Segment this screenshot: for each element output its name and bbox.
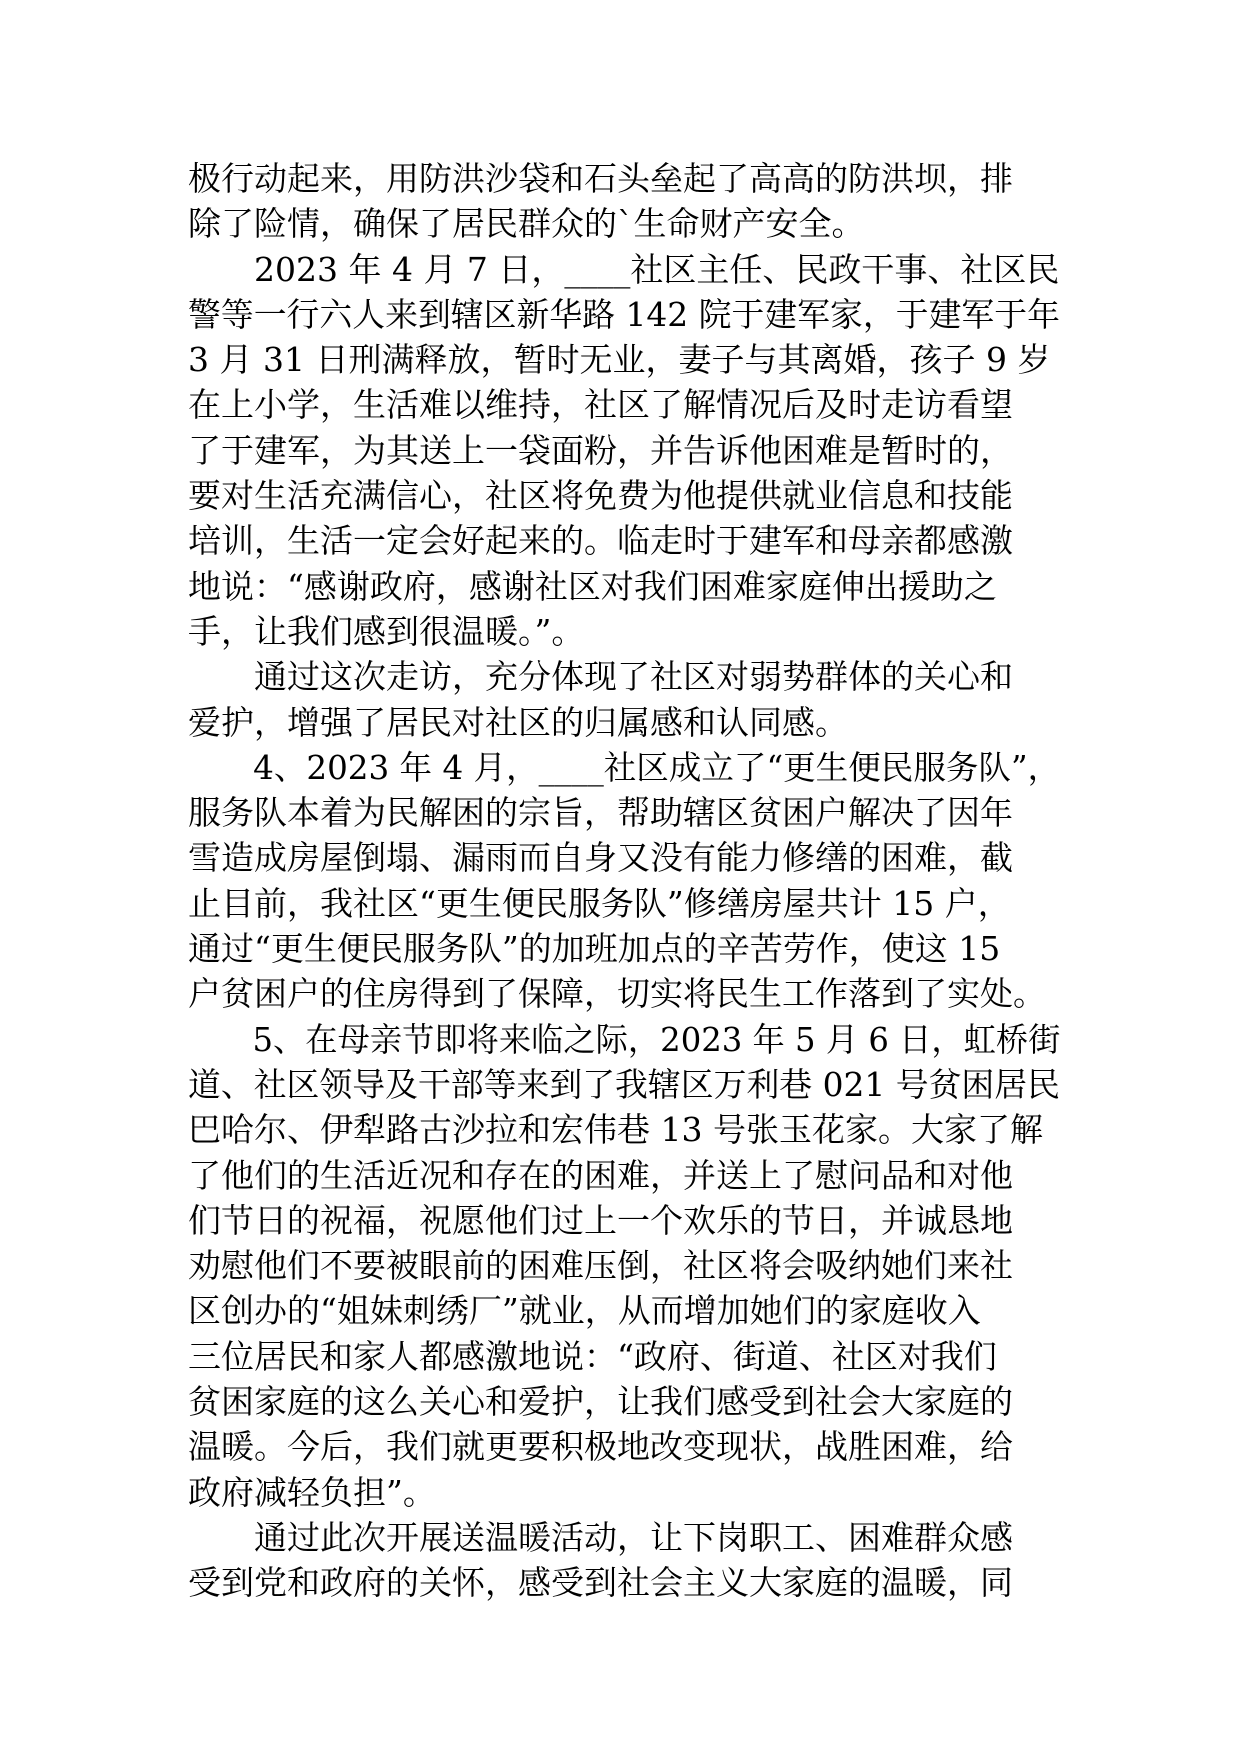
text-line: 要对生活充满信心，社区将免费为他提供就业信息和技能 (188, 476, 1013, 516)
document-body-text (188, 156, 1060, 1606)
text-line: 培训，生活一定会好起来的。临走时于建军和母亲都感激 (188, 521, 1013, 561)
text-line: 通过此次开展送温暖活动，让下岗职工、困难群众感 (188, 1517, 1013, 1557)
text-line: 巴哈尔、伊犁路古沙拉和宏伟巷 13 号张玉花家。大家了解 (188, 1110, 1043, 1150)
text-line: 户贫困户的住房得到了保障，切实将民生工作落到了实处。 (188, 974, 1046, 1014)
text-line: 劝慰他们不要被眼前的困难压倒，社区将会吸纳她们来社 (188, 1246, 1013, 1286)
text-line: 区创办的“姐妹刺绣厂”就业，从而增加她们的家庭收入 (188, 1291, 981, 1331)
text-line: 极行动起来，用防洪沙袋和石头垒起了高高的防洪坝，排 (188, 159, 1013, 198)
text-line: 止目前，我社区“更生便民服务队”修缮房屋共计 15 户， (188, 883, 1011, 923)
text-line: 雪造成房屋倒塌、漏雨而自身又没有能力修缮的困难，截 (188, 838, 1013, 878)
text-line: 服务队本着为民解困的宗旨，帮助辖区贫困户解决了因年 (188, 793, 1013, 833)
text-line: 政府减轻负担”。 (188, 1472, 436, 1512)
text-line: 3 月 31 日刑满释放，暂时无业，妻子与其离婚，孩子 9 岁 (188, 340, 1051, 380)
text-line: 三位居民和家人都感激地说：“政府、街道、社区对我们 (188, 1336, 997, 1376)
text-line: 4、2023 年 4 月，____社区成立了“更生便民服务队”， (188, 747, 1061, 787)
text-line: 了于建军，为其送上一袋面粉，并告诉他困难是暂时的， (188, 430, 1013, 470)
text-line: 2023 年 4 月 7 日，____社区主任、民政干事、社区民 (188, 249, 1060, 289)
text-line: 了他们的生活近况和存在的困难，并送上了慰问品和对他 (188, 1155, 1013, 1195)
text-line: 除了险情，确保了居民群众的`生命财产安全。 (188, 204, 865, 244)
text-line: 温暖。今后，我们就更要积极地改变现状，战胜困难，给 (188, 1427, 1013, 1467)
text-line: 通过“更生便民服务队”的加班加点的辛苦劳作，使这 15 (188, 929, 1001, 969)
text-line: 手，让我们感到很温暖。”。 (188, 611, 585, 651)
text-line: 警等一行六人来到辖区新华路 142 院于建军家，于建军于年 (188, 294, 1060, 334)
text-line: 在上小学，生活难以维持，社区了解情况后及时走访看望 (188, 385, 1013, 425)
text-line: 地说：“感谢政府，感谢社区对我们困难家庭伸出援助之 (188, 566, 997, 606)
text-line: 通过这次走访，充分体现了社区对弱势群体的关心和 (188, 657, 1013, 697)
text-line: 贫困家庭的这么关心和爱护，让我们感受到社会大家庭的 (188, 1382, 1013, 1422)
text-line: 5、在母亲节即将来临之际，2023 年 5 月 6 日，虹桥街 (188, 1019, 1061, 1059)
text-line: 道、社区领导及干部等来到了我辖区万利巷 021 号贫困居民 (188, 1064, 1060, 1104)
text-line: 们节日的祝福，祝愿他们过上一个欢乐的节日，并诚恳地 (188, 1200, 1013, 1240)
text-line: 爱护，增强了居民对社区的归属感和认同感。 (188, 702, 848, 742)
text-line: 受到党和政府的关怀，感受到社会主义大家庭的温暖，同 (188, 1563, 1013, 1603)
